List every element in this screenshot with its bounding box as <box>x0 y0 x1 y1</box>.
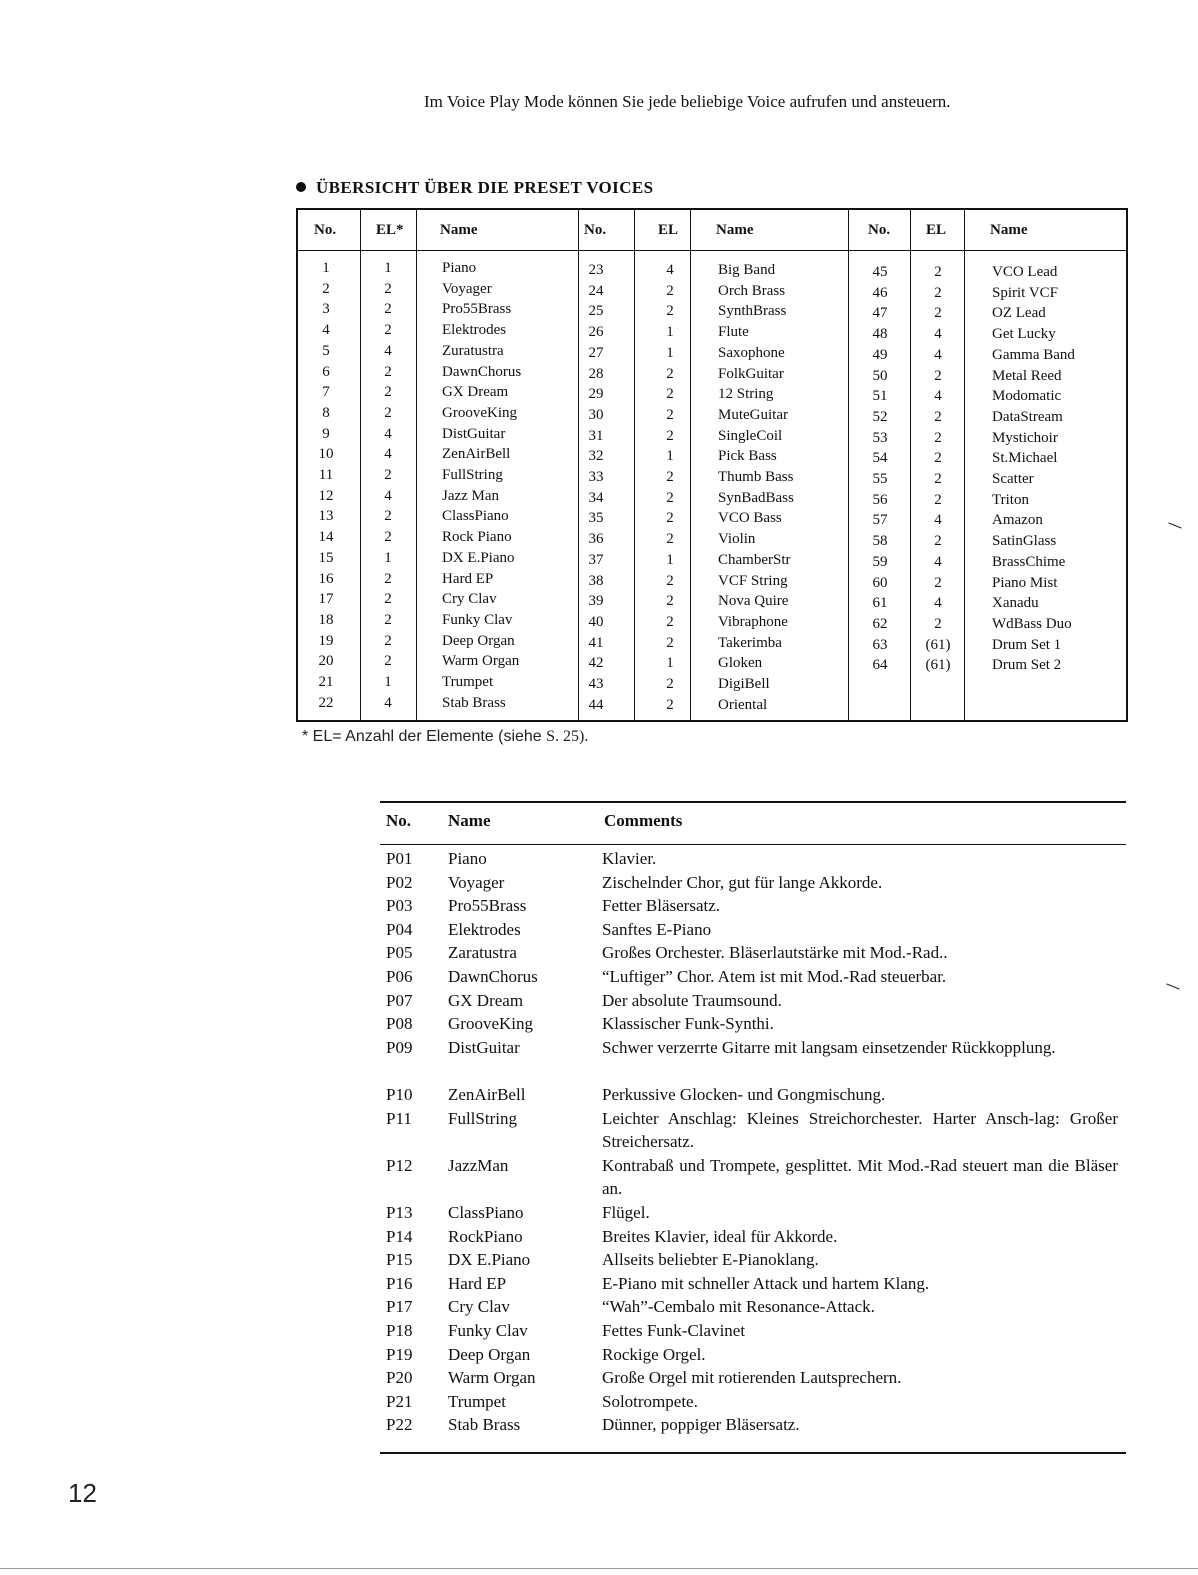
voice-el: 2 <box>666 696 674 713</box>
voice-no: 1 <box>322 260 330 276</box>
voice-name: Cry Clav <box>442 591 497 608</box>
voice-no: 45 <box>872 264 888 280</box>
row-comment: Kontrabaß und Trompete, gesplittet. Mit Mod.-Rad steuert man die Bläser an. <box>602 1155 1118 1198</box>
table-bottom-rule <box>380 1452 1126 1454</box>
voice-no: 4 <box>322 322 330 339</box>
voice-no: 30 <box>588 406 604 423</box>
voice-name: DigiBell <box>718 676 770 692</box>
row-no: P04 <box>386 919 413 939</box>
voice-el: 2 <box>934 429 942 446</box>
row-no: P16 <box>386 1273 413 1293</box>
voice-el: 2 <box>666 510 674 527</box>
column-group-divider <box>578 210 579 720</box>
row-comment: Breites Klavier, ideal für Akkorde. <box>602 1226 838 1246</box>
row-name: GrooveKing <box>448 1014 533 1034</box>
voice-no: 33 <box>588 469 604 485</box>
voice-no: 31 <box>588 427 604 444</box>
voice-name: FolkGuitar <box>718 365 784 382</box>
voice-el: 2 <box>384 301 392 318</box>
voice-el: 4 <box>666 262 674 278</box>
voice-no: 59 <box>872 553 888 570</box>
voice-no: 27 <box>588 344 604 361</box>
voice-el: 2 <box>934 367 942 384</box>
row-name: Voyager <box>448 872 505 892</box>
voice-el: 1 <box>384 549 392 566</box>
voice-el: 2 <box>384 404 392 421</box>
voice-el: 2 <box>666 593 674 610</box>
voice-el: 2 <box>666 427 674 444</box>
voice-el: 2 <box>934 284 942 301</box>
header-name: Name <box>448 811 491 830</box>
voice-no: 5 <box>322 342 330 359</box>
voice-no: 34 <box>588 489 604 506</box>
voice-name: VCF String <box>718 572 788 589</box>
voice-name: Modomatic <box>992 388 1062 405</box>
voice-name: St.Michael <box>992 450 1058 467</box>
voice-no: 21 <box>318 674 334 690</box>
row-comment: Schwer verzerrte Gitarre mit langsam einsetzender Rückkopplung. <box>602 1037 1056 1057</box>
voice-el: 1 <box>666 655 674 672</box>
voice-el: 2 <box>384 467 392 483</box>
voice-no: 11 <box>318 467 334 483</box>
row-no: P05 <box>386 943 413 963</box>
voice-no: 29 <box>588 386 604 403</box>
row-no: P07 <box>386 990 413 1010</box>
voice-name: Scatter <box>992 471 1034 487</box>
voice-el: 2 <box>384 632 392 649</box>
row-comment: Großes Orchester. Bläserlautstärke mit Mod.-Rad.. <box>602 943 948 963</box>
row-comment: Fetter Bläsersatz. <box>602 896 721 916</box>
voice-no: 16 <box>318 570 334 587</box>
voice-el: 2 <box>666 676 674 692</box>
column-divider <box>690 210 691 720</box>
voice-no: 53 <box>872 429 888 446</box>
voice-name: ChamberStr <box>718 551 791 568</box>
row-no: P10 <box>386 1085 413 1104</box>
voice-no: 64 <box>872 657 888 674</box>
voice-name: Rock Piano <box>442 529 512 546</box>
voice-name: Elektrodes <box>442 322 507 339</box>
voice-el: 1 <box>666 324 674 341</box>
voice-no: 61 <box>872 595 888 612</box>
row-comment: Leichter Anschlag: Kleines Streichorchester. Harter Ansch-lag: Großer Streichersatz. <box>602 1108 1118 1151</box>
row-name: ZenAirBell <box>448 1085 526 1104</box>
voice-name: Xanadu <box>992 595 1039 612</box>
voice-el: 4 <box>934 326 942 343</box>
voice-no: 56 <box>872 491 888 508</box>
voice-no: 20 <box>318 653 334 670</box>
voice-no: 58 <box>872 533 888 550</box>
row-comment: Klavier. <box>602 849 657 868</box>
voice-no: 26 <box>588 324 604 341</box>
header-el: EL <box>926 222 947 238</box>
voice-no: 15 <box>318 549 334 566</box>
page-bottom-edge <box>0 1568 1198 1569</box>
header-name: Name <box>716 222 754 238</box>
voice-name: SynBadBass <box>718 489 794 506</box>
voice-name: Piano <box>442 260 477 276</box>
voice-name: Drum Set 1 <box>992 636 1062 653</box>
row-comment: Große Orgel mit rotierenden Lautsprechern. <box>602 1368 902 1388</box>
row-name: Elektrodes <box>448 919 521 939</box>
voice-name: Saxophone <box>718 344 785 361</box>
voice-name: Nova Quire <box>718 593 789 610</box>
bullet-icon <box>296 182 306 192</box>
row-no: P17 <box>386 1297 413 1317</box>
voice-no: 22 <box>318 694 334 711</box>
voice-el: 2 <box>666 386 674 403</box>
row-name: RockPiano <box>448 1226 523 1246</box>
row-comment: “Luftiger” Chor. Atem ist mit Mod.-Rad steuerbar. <box>602 967 947 986</box>
voice-no: 40 <box>588 613 604 630</box>
voice-name: Deep Organ <box>442 632 515 649</box>
voice-name: MuteGuitar <box>718 406 788 423</box>
voice-el: 4 <box>384 342 392 359</box>
voice-name: Piano Mist <box>992 574 1058 591</box>
voice-el: 4 <box>934 346 942 363</box>
column-divider <box>910 210 911 720</box>
voice-name: Hard EP <box>442 570 494 587</box>
row-comment: Rockige Orgel. <box>602 1344 706 1364</box>
voice-name: SingleCoil <box>718 427 783 444</box>
voice-name: Spirit VCF <box>992 284 1058 301</box>
header-el: EL* <box>376 222 404 238</box>
voice-el: 2 <box>934 450 942 467</box>
row-name: Deep Organ <box>448 1344 531 1364</box>
row-no: P18 <box>386 1321 413 1340</box>
voice-name: Metal Reed <box>992 367 1062 384</box>
footnote-page-ref: S. 25). <box>546 728 589 745</box>
row-name: Trumpet <box>448 1391 506 1411</box>
voice-el: 2 <box>384 653 392 670</box>
voice-no: 6 <box>322 363 330 380</box>
voice-name: Orch Brass <box>718 282 786 299</box>
voice-el: 2 <box>934 264 942 280</box>
header-no: No. <box>314 222 337 238</box>
voice-name: Drum Set 2 <box>992 657 1062 674</box>
row-comment: Fettes Funk-Clavinet <box>602 1321 746 1340</box>
row-name: Hard EP <box>448 1273 507 1293</box>
voice-el: 1 <box>384 260 392 276</box>
voice-no: 39 <box>588 593 604 610</box>
voice-name: VCO Lead <box>992 264 1058 280</box>
row-no: P22 <box>386 1415 413 1435</box>
voice-name: BrassChime <box>992 553 1066 570</box>
footnote <box>302 728 588 746</box>
column-group-divider <box>848 210 849 720</box>
voice-el: 2 <box>666 634 674 651</box>
voice-name: Warm Organ <box>442 653 520 670</box>
voice-name: DawnChorus <box>442 363 522 380</box>
voice-el: 2 <box>666 572 674 589</box>
voice-el: 2 <box>666 469 674 485</box>
row-no: P20 <box>386 1368 413 1388</box>
row-comment: Zischelnder Chor, gut für lange Akkorde. <box>602 872 883 892</box>
voice-no: 19 <box>318 632 334 649</box>
page-number: 12 <box>68 1478 97 1508</box>
row-no: P02 <box>386 872 413 892</box>
voice-no: 47 <box>872 305 888 322</box>
voice-el: 4 <box>384 694 392 711</box>
voice-el: 2 <box>666 489 674 506</box>
row-no: P13 <box>386 1203 413 1222</box>
voice-no: 46 <box>872 284 888 301</box>
voice-name: Voyager <box>442 280 492 297</box>
row-no: P06 <box>386 967 413 986</box>
voice-no: 18 <box>318 611 334 628</box>
voice-no: 50 <box>872 367 888 384</box>
voice-no: 63 <box>872 636 888 653</box>
voice-no: 36 <box>588 531 604 548</box>
voice-el: 2 <box>934 574 942 591</box>
voice-no: 23 <box>588 262 604 278</box>
row-no: P15 <box>386 1250 413 1270</box>
voice-no: 12 <box>318 487 334 504</box>
header-name: Name <box>990 222 1028 238</box>
voice-name: Violin <box>718 531 756 548</box>
voice-el: 2 <box>384 529 392 546</box>
column-divider <box>416 210 417 720</box>
voice-el: 2 <box>666 531 674 548</box>
row-name: Warm Organ <box>448 1368 536 1388</box>
row-name: Funky Clav <box>448 1321 528 1340</box>
row-name: FullString <box>448 1108 517 1128</box>
voice-name: Gamma Band <box>992 346 1075 363</box>
voice-el: 2 <box>384 591 392 608</box>
voice-name: Trumpet <box>442 674 494 690</box>
voice-name: Funky Clav <box>442 611 513 628</box>
voice-el: 2 <box>934 305 942 322</box>
voice-no: 35 <box>588 510 604 527</box>
voice-name: Mystichoir <box>992 429 1058 446</box>
voice-el: 4 <box>934 512 942 529</box>
voice-no: 44 <box>588 696 604 713</box>
voice-no: 24 <box>588 282 604 299</box>
voice-name: Takerimba <box>718 634 782 651</box>
voice-no: 25 <box>588 303 604 320</box>
voice-el: 2 <box>666 282 674 299</box>
voice-name: Gloken <box>718 655 763 672</box>
voice-name: 12 String <box>718 386 774 403</box>
voice-no: 28 <box>588 365 604 382</box>
header-divider <box>298 250 1126 251</box>
voice-name: SatinGlass <box>992 533 1057 550</box>
voice-no: 38 <box>588 572 604 589</box>
row-no: P03 <box>386 896 413 916</box>
voice-name: Jazz Man <box>442 487 500 504</box>
voice-el: 2 <box>934 471 942 487</box>
voice-no: 49 <box>872 346 888 363</box>
voice-el: 2 <box>666 303 674 320</box>
voice-name: WdBass Duo <box>992 615 1072 632</box>
row-no: P19 <box>386 1344 413 1364</box>
header-rule <box>380 844 1126 845</box>
voice-no: 8 <box>322 404 330 421</box>
voice-name: GX Dream <box>442 384 509 401</box>
row-name: ClassPiano <box>448 1203 524 1222</box>
voice-el: 2 <box>934 533 942 550</box>
voice-name: Vibraphone <box>718 613 788 630</box>
intro-text: Im Voice Play Mode können Sie jede beliebige Voice aufrufen und ansteuern. <box>424 92 951 111</box>
column-divider <box>360 210 361 720</box>
header-name: Name <box>440 222 478 238</box>
voice-no: 9 <box>322 425 330 442</box>
row-no: P01 <box>386 849 413 868</box>
voice-name: VCO Bass <box>718 510 782 527</box>
voice-name: Oriental <box>718 696 768 713</box>
header-el: EL <box>658 222 679 238</box>
margin-mark <box>1166 983 1179 989</box>
row-name: Cry Clav <box>448 1297 510 1317</box>
row-comment: Solotrompete. <box>602 1391 698 1411</box>
row-name: DX E.Piano <box>448 1250 531 1270</box>
row-comment: Flügel. <box>602 1203 650 1222</box>
voice-no: 52 <box>872 408 888 425</box>
footnote-text: * EL= Anzahl der Elemente (siehe <box>302 728 547 745</box>
voice-el: 2 <box>384 570 392 587</box>
column-divider <box>964 210 965 720</box>
voice-no: 62 <box>872 615 888 632</box>
voice-name: DistGuitar <box>442 425 506 442</box>
voice-name: DX E.Piano <box>442 549 515 566</box>
voice-el: (61) <box>925 636 951 653</box>
voice-name: FullString <box>442 467 503 483</box>
voice-el: 4 <box>934 388 942 405</box>
voice-name: SynthBrass <box>718 303 787 320</box>
voice-el: 1 <box>384 674 392 690</box>
voice-el: 2 <box>666 365 674 382</box>
voice-el: 2 <box>934 615 942 632</box>
voice-name: ClassPiano <box>442 508 509 525</box>
voice-no: 10 <box>318 446 334 463</box>
header-no: No. <box>584 222 607 238</box>
voice-no: 7 <box>322 384 330 401</box>
voice-name: Pick Bass <box>718 448 777 465</box>
row-comment: Perkussive Glocken- und Gongmischung. <box>602 1085 886 1104</box>
voice-no: 41 <box>588 634 604 651</box>
voice-no: 32 <box>588 448 604 465</box>
row-name: DawnChorus <box>448 967 538 986</box>
voice-el: 4 <box>934 553 942 570</box>
row-name: Pro55Brass <box>448 896 527 916</box>
voice-no: 43 <box>588 676 604 692</box>
voice-el: 2 <box>666 406 674 423</box>
row-comment: E-Piano mit schneller Attack und hartem Klang. <box>602 1273 930 1293</box>
row-name: Zaratustra <box>448 943 517 963</box>
section-title-text: ÜBERSICHT ÜBER DIE PRESET VOICES <box>316 178 654 197</box>
voice-name: Pro55Brass <box>442 301 512 318</box>
voice-name: ZenAirBell <box>442 446 511 463</box>
row-no: P11 <box>386 1108 412 1128</box>
voice-no: 3 <box>322 301 330 318</box>
voice-el: 1 <box>666 551 674 568</box>
voice-no: 55 <box>872 471 888 487</box>
voice-no: 14 <box>318 529 334 546</box>
row-name: JazzMan <box>448 1155 509 1175</box>
preset-voices-table <box>296 208 1128 722</box>
voice-name: Amazon <box>992 512 1043 529</box>
voice-name: Stab Brass <box>442 694 506 711</box>
header-comments: Comments <box>604 811 683 830</box>
voice-name: Triton <box>992 491 1029 508</box>
voice-no: 37 <box>588 551 604 568</box>
voice-el: 2 <box>384 363 392 380</box>
voice-el: 4 <box>384 446 392 463</box>
row-name: DistGuitar <box>448 1037 520 1057</box>
row-comment: Klassischer Funk-Synthi. <box>602 1014 774 1034</box>
row-no: P14 <box>386 1226 413 1246</box>
row-no: P08 <box>386 1014 413 1034</box>
margin-mark <box>1168 522 1181 528</box>
row-comment: Allseits beliebter E-Pianoklang. <box>602 1250 819 1270</box>
row-comment: Dünner, poppiger Bläsersatz. <box>602 1415 800 1435</box>
section-title <box>296 178 653 198</box>
voice-el: 2 <box>384 280 392 297</box>
row-name: Piano <box>448 849 487 868</box>
voice-no: 48 <box>872 326 888 343</box>
row-comment: Sanftes E-Piano <box>602 919 712 939</box>
voice-el: 2 <box>384 384 392 401</box>
header-no: No. <box>386 811 412 830</box>
voice-name: Get Lucky <box>992 326 1056 343</box>
row-name: Stab Brass <box>448 1415 521 1435</box>
row-comment: “Wah”-Cembalo mit Resonance-Attack. <box>602 1297 875 1317</box>
voice-name: GrooveKing <box>442 404 517 421</box>
row-no: P21 <box>386 1391 413 1411</box>
voice-el: 2 <box>934 491 942 508</box>
voice-el: 4 <box>384 425 392 442</box>
voice-no: 60 <box>872 574 888 591</box>
voice-no: 2 <box>322 280 330 297</box>
voice-el: 2 <box>934 408 942 425</box>
row-no: P12 <box>386 1155 413 1175</box>
voice-no: 54 <box>872 450 888 467</box>
voice-el: (61) <box>925 657 951 674</box>
voice-no: 42 <box>588 655 604 672</box>
column-divider <box>634 210 635 720</box>
voice-name: Zuratustra <box>442 342 504 359</box>
voice-el: 2 <box>384 322 392 339</box>
voice-name: Flute <box>718 324 749 341</box>
voice-el: 2 <box>384 611 392 628</box>
table-top-rule <box>380 801 1126 803</box>
voice-no: 57 <box>872 512 888 529</box>
header-no: No. <box>868 222 891 238</box>
voice-name: DataStream <box>992 408 1063 425</box>
voice-el: 2 <box>384 508 392 525</box>
voice-el: 4 <box>384 487 392 504</box>
voice-el: 1 <box>666 344 674 361</box>
voice-name: Thumb Bass <box>718 469 794 485</box>
voice-name: OZ Lead <box>992 305 1046 322</box>
voice-el: 1 <box>666 448 674 465</box>
row-name: GX Dream <box>448 990 524 1010</box>
row-comment: Der absolute Traumsound. <box>602 990 782 1010</box>
voice-no: 13 <box>318 508 334 525</box>
row-no: P09 <box>386 1037 413 1057</box>
voice-no: 51 <box>872 388 888 405</box>
voice-comments-table <box>380 801 1126 1456</box>
voice-name: Big Band <box>718 262 776 278</box>
voice-el: 4 <box>934 595 942 612</box>
voice-el: 2 <box>666 613 674 630</box>
voice-no: 17 <box>318 591 334 608</box>
